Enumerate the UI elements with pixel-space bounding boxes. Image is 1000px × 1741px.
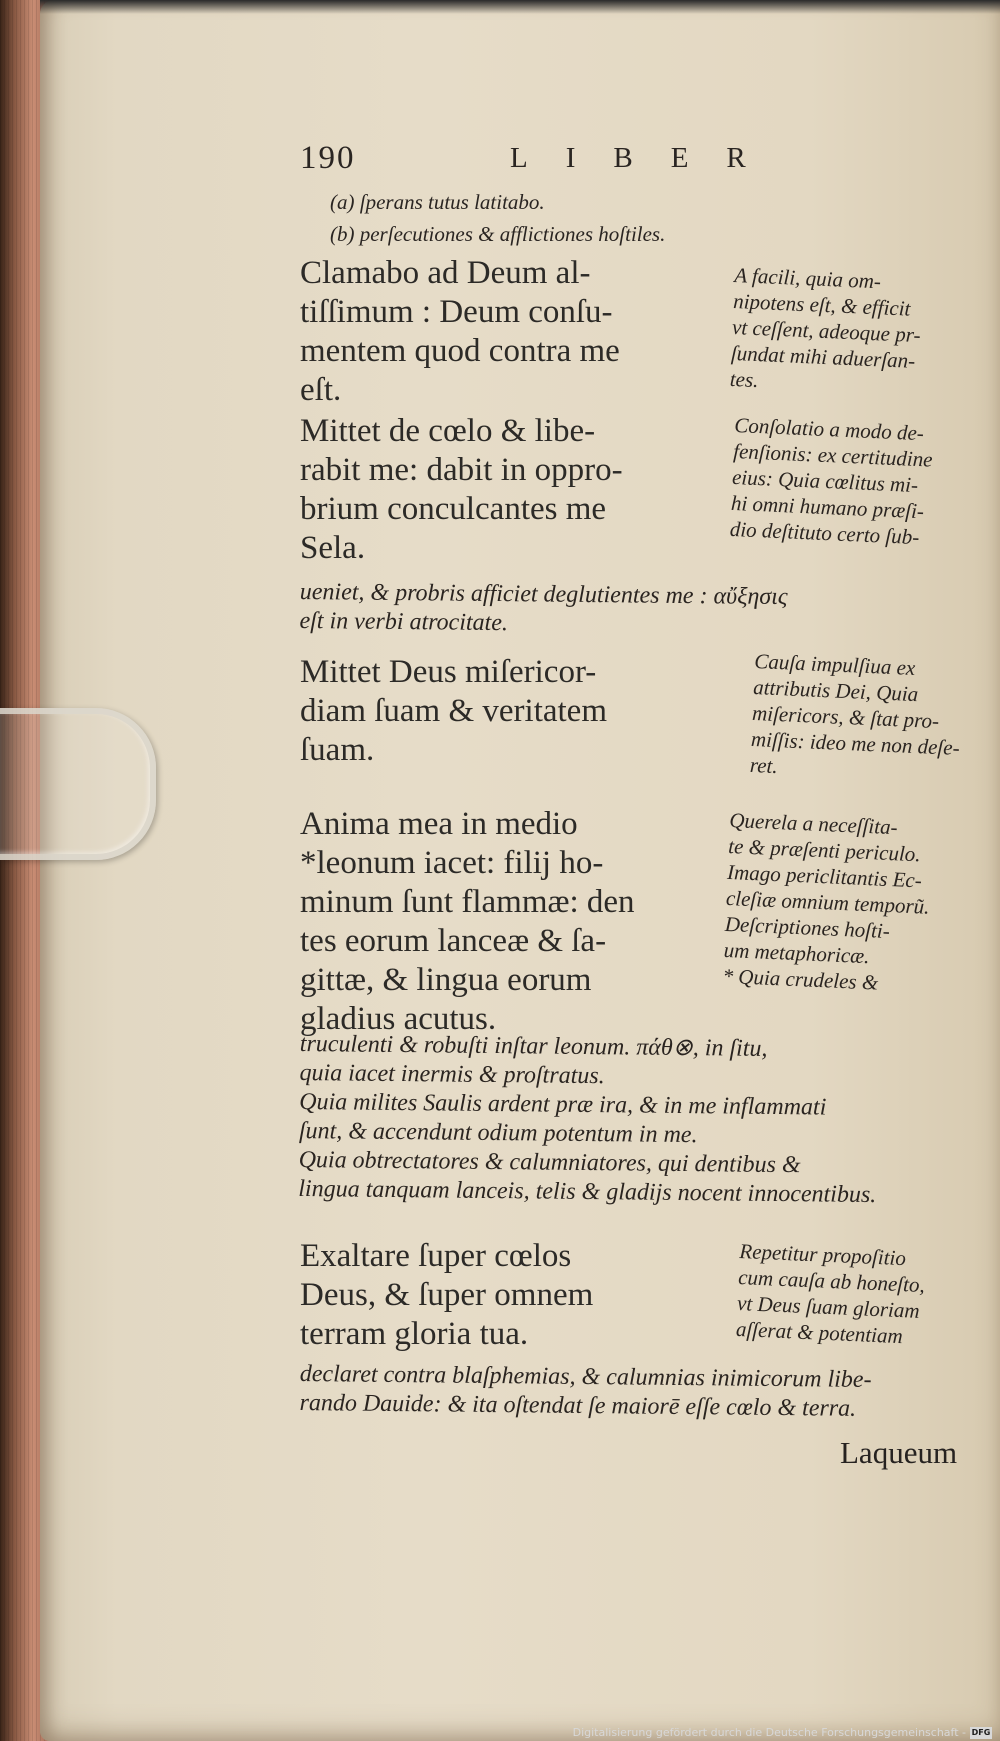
gloss-continuation: declaret contra blaſphemias, & calumnias inimicorum libe- rando Dauide: & ita oſtendat ſe maiorē eſſe cœlo & terra. (299, 1361, 872, 1422)
marginal-gloss: Querela a neceſſita- te & præſenti periculo. Imago periclitantis Ec- cleſiæ omnium temporũ. Deſcriptiones hoſti- um metaphoricæ. * Quia crudeles & (722, 807, 930, 995)
marginal-gloss: Conſolatio a modo de- fenſionis: ex certitudine eius: Quia cœlitus mi- hi omni humano præſi- dio deſtituto certo ſub- (729, 412, 934, 550)
verse-block: Anima mea in medio *leonum iacet: filij ho- minum ſunt flammæ: den tes eorum lanceæ & ſa- gittæ, & lingua eorum gladius acutus. (300, 806, 635, 1037)
marginal-gloss: A facili, quia om- nipotens eſt, & efficit vt ceſſent, adeoque pr- ſundat mihi aduerſan- tes. (729, 262, 922, 393)
page-content (300, 0, 980, 1741)
footnote-b: (b) perſecutiones & afflictiones hoſtiles. (330, 222, 666, 246)
bookmark-clip (0, 708, 156, 860)
verse-block: Mittet de cœlo & libe- rabit me: dabit in oppro- brium conculcantes me Sela. (300, 413, 623, 566)
marginal-gloss: Repetitur propoſitio cum cauſa ab honeſto, vt Deus ſuam gloriam aſſerat & potentiam (735, 1238, 926, 1349)
digitization-credit (573, 1726, 992, 1739)
running-head: LIBER (510, 142, 784, 174)
credit-text: Digitalisierung gefördert durch die Deutsche Forschungsgemeinschaft - (572, 1726, 966, 1739)
gloss-continuation: truculenti & robuſti inſtar leonum. πάθ⊗, in ſitu, quia iacet inermis & proſtratus. Quia milites Saulis ardent præ ira, & in me inflammati ſunt, & accendunt odium potentum in me. Quia obtrectatores & calumniatores, qui dentibus & lingua tanquam lanceis, telis & gladijs nocent innocentibus. (298, 1031, 877, 1209)
gloss-continuation: ueniet, & probris afficiet deglutientes me : αὔξησις eſt in verbi atrocitate. (299, 578, 788, 637)
marginal-gloss: Cauſa impulſiua ex attributis Dei, Quia miſericors, & ſtat pro- miſſis: ideo me non deſe- ret. (749, 648, 961, 779)
page-number: 190 (300, 140, 356, 176)
verse-block: Exaltare ſuper cœlos Deus, & ſuper omnem terram gloria tua. (300, 1238, 594, 1352)
footnote-a: (a) ſperans tutus latitabo. (330, 190, 545, 214)
dfg-logo-icon: DFG (971, 1727, 991, 1737)
catchword: Laqueum (840, 1435, 958, 1470)
verse-block: Mittet Deus miſericor- diam ſuam & veritatem ſuam. (300, 654, 607, 768)
verse-block: Clamabo ad Deum al- tiſſimum : Deum conſu- mentem quod contra me eſt. (300, 255, 620, 408)
